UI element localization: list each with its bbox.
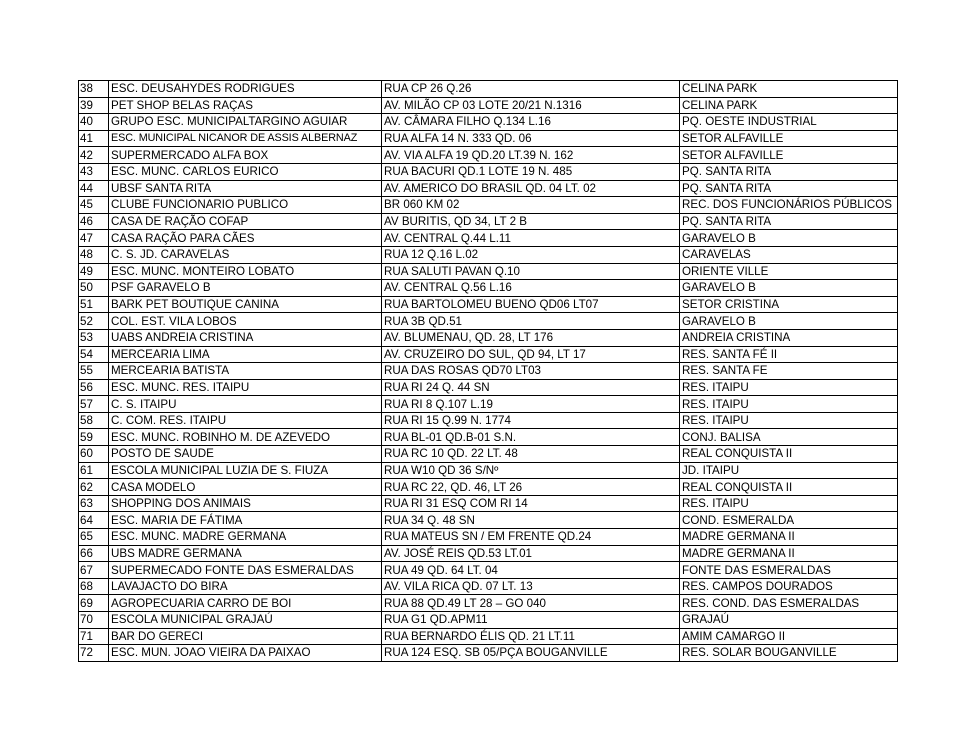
- location-name-cell: MERCEARIA LIMA: [109, 346, 382, 363]
- row-number-cell: 66: [79, 545, 109, 562]
- district-cell: REAL CONQUISTA II: [680, 479, 898, 496]
- address-cell: AV. CENTRAL Q.56 L.16: [382, 280, 680, 297]
- row-number-cell: 62: [79, 479, 109, 496]
- address-cell: RUA 3B QD.51: [382, 313, 680, 330]
- table-row: [79, 130, 898, 147]
- table-row: [79, 180, 898, 197]
- address-cell: AV. CÂMARA FILHO Q.134 L.16: [382, 114, 680, 131]
- table-row: [79, 246, 898, 263]
- row-number-cell: 58: [79, 412, 109, 429]
- table-row: [79, 230, 898, 247]
- district-cell: CONJ. BALISA: [680, 429, 898, 446]
- table-row: [79, 263, 898, 280]
- district-cell: SETOR CRISTINA: [680, 296, 898, 313]
- address-cell: AV BURITIS, QD 34, LT 2 B: [382, 213, 680, 230]
- table-row: [79, 645, 898, 662]
- district-cell: COND. ESMERALDA: [680, 512, 898, 529]
- row-number-cell: 64: [79, 512, 109, 529]
- table-row: [79, 363, 898, 380]
- district-cell: RES. ITAIPU: [680, 396, 898, 413]
- location-name-cell: SUPERMECADO FONTE DAS ESMERALDAS: [109, 562, 382, 579]
- table-row: [79, 213, 898, 230]
- table-row: [79, 197, 898, 214]
- address-cell: RUA BARTOLOMEU BUENO QD06 LT07: [382, 296, 680, 313]
- address-cell: RUA RC 10 QD. 22 LT. 48: [382, 446, 680, 463]
- district-cell: CELINA PARK: [680, 81, 898, 98]
- location-name-cell: CASA DE RAÇÃO COFAP: [109, 213, 382, 230]
- address-cell: RUA BACURI QD.1 LOTE 19 N. 485: [382, 163, 680, 180]
- row-number-cell: 44: [79, 180, 109, 197]
- table-row: [79, 595, 898, 612]
- address-cell: RUA RI 15 Q.99 N. 1774: [382, 412, 680, 429]
- address-cell: RUA RI 24 Q. 44 SN: [382, 379, 680, 396]
- district-cell: JD. ITAIPU: [680, 462, 898, 479]
- location-name-cell: POSTO DE SAUDE: [109, 446, 382, 463]
- district-cell: RES. ITAIPU: [680, 495, 898, 512]
- row-number-cell: 48: [79, 246, 109, 263]
- table-row: [79, 412, 898, 429]
- table-row: [79, 296, 898, 313]
- address-cell: AV. JOSÉ REIS QD.53 LT.01: [382, 545, 680, 562]
- row-number-cell: 52: [79, 313, 109, 330]
- location-name-cell: UABS ANDREIA CRISTINA: [109, 329, 382, 346]
- district-cell: ORIENTE VILLE: [680, 263, 898, 280]
- table-row: [79, 612, 898, 629]
- location-name-cell: ESC. MARIA DE FÁTIMA: [109, 512, 382, 529]
- district-cell: RES. COND. DAS ESMERALDAS: [680, 595, 898, 612]
- address-cell: RUA BERNARDO ÉLIS QD. 21 LT.11: [382, 628, 680, 645]
- district-cell: AMIM CAMARGO II: [680, 628, 898, 645]
- row-number-cell: 54: [79, 346, 109, 363]
- locations-table: [78, 80, 898, 662]
- table-row: [79, 628, 898, 645]
- row-number-cell: 72: [79, 645, 109, 662]
- location-name-cell: C. S. JD. CARAVELAS: [109, 246, 382, 263]
- address-cell: RUA RC 22, QD. 46, LT 26: [382, 479, 680, 496]
- table-row: [79, 545, 898, 562]
- district-cell: GARAVELO B: [680, 313, 898, 330]
- location-name-cell: COL. EST. VILA LOBOS: [109, 313, 382, 330]
- district-cell: SETOR ALFAVILLE: [680, 130, 898, 147]
- table-row: [79, 446, 898, 463]
- table-row: [79, 512, 898, 529]
- row-number-cell: 50: [79, 280, 109, 297]
- district-cell: PQ. SANTA RITA: [680, 180, 898, 197]
- table-row: [79, 578, 898, 595]
- location-name-cell: ESC. MUN. JOAO VIEIRA DA PAIXAO: [109, 645, 382, 662]
- row-number-cell: 53: [79, 329, 109, 346]
- row-number-cell: 49: [79, 263, 109, 280]
- address-cell: RUA W10 QD 36 S/Nº: [382, 462, 680, 479]
- table-row: [79, 147, 898, 164]
- address-cell: RUA RI 31 ESQ COM RI 14: [382, 495, 680, 512]
- district-cell: MADRE GERMANA II: [680, 545, 898, 562]
- district-cell: ANDREIA CRISTINA: [680, 329, 898, 346]
- address-cell: RUA CP 26 Q.26: [382, 81, 680, 98]
- district-cell: PQ. OESTE INDUSTRIAL: [680, 114, 898, 131]
- address-cell: RUA BL-01 QD.B-01 S.N.: [382, 429, 680, 446]
- district-cell: PQ. SANTA RITA: [680, 163, 898, 180]
- address-cell: AV. VILA RICA QD. 07 LT. 13: [382, 578, 680, 595]
- location-name-cell: AGROPECUARIA CARRO DE BOI: [109, 595, 382, 612]
- district-cell: RES. SOLAR BOUGANVILLE: [680, 645, 898, 662]
- location-name-cell: CASA MODELO: [109, 479, 382, 496]
- address-cell: RUA 49 QD. 64 LT. 04: [382, 562, 680, 579]
- address-cell: AV. AMERICO DO BRASIL QD. 04 LT. 02: [382, 180, 680, 197]
- row-number-cell: 57: [79, 396, 109, 413]
- row-number-cell: 68: [79, 578, 109, 595]
- location-name-cell: PSF GARAVELO B: [109, 280, 382, 297]
- address-cell: RUA 88 QD.49 LT 28 – GO 040: [382, 595, 680, 612]
- district-cell: CARAVELAS: [680, 246, 898, 263]
- location-name-cell: ESC. MUNC. RES. ITAIPU: [109, 379, 382, 396]
- district-cell: MADRE GERMANA II: [680, 529, 898, 546]
- row-number-cell: 59: [79, 429, 109, 446]
- address-cell: AV. CRUZEIRO DO SUL, QD 94, LT 17: [382, 346, 680, 363]
- location-name-cell: C. S. ITAIPU: [109, 396, 382, 413]
- district-cell: REAL CONQUISTA II: [680, 446, 898, 463]
- row-number-cell: 70: [79, 612, 109, 629]
- address-cell: BR 060 KM 02: [382, 197, 680, 214]
- row-number-cell: 43: [79, 163, 109, 180]
- table-row: [79, 329, 898, 346]
- row-number-cell: 46: [79, 213, 109, 230]
- location-name-cell: ESC. MUNC. MONTEIRO LOBATO: [109, 263, 382, 280]
- table-row: [79, 429, 898, 446]
- table-row: [79, 396, 898, 413]
- location-name-cell: CASA RAÇÃO PARA CÃES: [109, 230, 382, 247]
- row-number-cell: 39: [79, 97, 109, 114]
- row-number-cell: 67: [79, 562, 109, 579]
- location-name-cell: UBSF SANTA RITA: [109, 180, 382, 197]
- location-name-cell: CLUBE FUNCIONARIO PUBLICO: [109, 197, 382, 214]
- table-row: [79, 114, 898, 131]
- location-name-cell: PET SHOP BELAS RAÇAS: [109, 97, 382, 114]
- table-row: [79, 495, 898, 512]
- district-cell: RES. ITAIPU: [680, 379, 898, 396]
- address-cell: RUA SALUTI PAVAN Q.10: [382, 263, 680, 280]
- address-cell: RUA RI 8 Q.107 L.19: [382, 396, 680, 413]
- row-number-cell: 69: [79, 595, 109, 612]
- row-number-cell: 38: [79, 81, 109, 98]
- location-name-cell: LAVAJACTO DO BIRA: [109, 578, 382, 595]
- address-cell: AV. BLUMENAU, QD. 28, LT 176: [382, 329, 680, 346]
- table-row: [79, 163, 898, 180]
- location-name-cell: SUPERMERCADO ALFA BOX: [109, 147, 382, 164]
- location-name-cell: ESC. DEUSAHYDES RODRIGUES: [109, 81, 382, 98]
- district-cell: GARAVELO B: [680, 230, 898, 247]
- table-row: [79, 346, 898, 363]
- address-cell: AV. MILÃO CP 03 LOTE 20/21 N.1316: [382, 97, 680, 114]
- address-cell: RUA MATEUS SN / EM FRENTE QD.24: [382, 529, 680, 546]
- location-name-cell: ESC. MUNC. ROBINHO M. DE AZEVEDO: [109, 429, 382, 446]
- district-cell: RES. SANTA FÉ II: [680, 346, 898, 363]
- address-cell: RUA ALFA 14 N. 333 QD. 06: [382, 130, 680, 147]
- location-name-cell: SHOPPING DOS ANIMAIS: [109, 495, 382, 512]
- row-number-cell: 40: [79, 114, 109, 131]
- location-name-cell: ESC. MUNC. MADRE GERMANA: [109, 529, 382, 546]
- locations-table-body: [79, 81, 898, 662]
- row-number-cell: 51: [79, 296, 109, 313]
- location-name-cell: BARK PET BOUTIQUE CANINA: [109, 296, 382, 313]
- district-cell: GARAVELO B: [680, 280, 898, 297]
- address-cell: RUA 124 ESQ. SB 05/PÇA BOUGANVILLE: [382, 645, 680, 662]
- row-number-cell: 45: [79, 197, 109, 214]
- district-cell: RES. CAMPOS DOURADOS: [680, 578, 898, 595]
- row-number-cell: 65: [79, 529, 109, 546]
- table-row: [79, 462, 898, 479]
- row-number-cell: 61: [79, 462, 109, 479]
- district-cell: SETOR ALFAVILLE: [680, 147, 898, 164]
- table-row: [79, 379, 898, 396]
- table-row: [79, 97, 898, 114]
- location-name-cell: ESC. MUNC. CARLOS EURICO: [109, 163, 382, 180]
- district-cell: GRAJAÚ: [680, 612, 898, 629]
- district-cell: RES. ITAIPU: [680, 412, 898, 429]
- district-cell: CELINA PARK: [680, 97, 898, 114]
- row-number-cell: 42: [79, 147, 109, 164]
- row-number-cell: 60: [79, 446, 109, 463]
- row-number-cell: 63: [79, 495, 109, 512]
- location-name-cell: MERCEARIA BATISTA: [109, 363, 382, 380]
- district-cell: REC. DOS FUNCIONÁRIOS PÚBLICOS: [680, 197, 898, 214]
- district-cell: FONTE DAS ESMERALDAS: [680, 562, 898, 579]
- table-row: [79, 479, 898, 496]
- location-name-cell: ESCOLA MUNICIPAL LUZIA DE S. FIUZA: [109, 462, 382, 479]
- district-cell: PQ. SANTA RITA: [680, 213, 898, 230]
- district-cell: RES. SANTA FE: [680, 363, 898, 380]
- row-number-cell: 47: [79, 230, 109, 247]
- location-name-cell: UBS MADRE GERMANA: [109, 545, 382, 562]
- location-name-cell: ESCOLA MUNICIPAL GRAJAÚ: [109, 612, 382, 629]
- row-number-cell: 71: [79, 628, 109, 645]
- location-name-cell: GRUPO ESC. MUNICIPALTARGINO AGUIAR: [109, 114, 382, 131]
- location-name-cell: ESC. MUNICIPAL NICANOR DE ASSIS ALBERNAZ: [109, 130, 382, 147]
- address-cell: RUA 34 Q. 48 SN: [382, 512, 680, 529]
- address-cell: RUA DAS ROSAS QD70 LT03: [382, 363, 680, 380]
- row-number-cell: 55: [79, 363, 109, 380]
- location-name-cell: BAR DO GERECI: [109, 628, 382, 645]
- table-row: [79, 562, 898, 579]
- location-name-cell: C. COM. RES. ITAIPU: [109, 412, 382, 429]
- address-cell: AV. CENTRAL Q.44 L.11: [382, 230, 680, 247]
- table-row: [79, 280, 898, 297]
- table-row: [79, 313, 898, 330]
- table-row: [79, 529, 898, 546]
- row-number-cell: 56: [79, 379, 109, 396]
- address-cell: AV. VIA ALFA 19 QD.20 LT.39 N. 162: [382, 147, 680, 164]
- row-number-cell: 41: [79, 130, 109, 147]
- address-cell: RUA G1 QD.APM11: [382, 612, 680, 629]
- address-cell: RUA 12 Q.16 L.02: [382, 246, 680, 263]
- table-row: [79, 81, 898, 98]
